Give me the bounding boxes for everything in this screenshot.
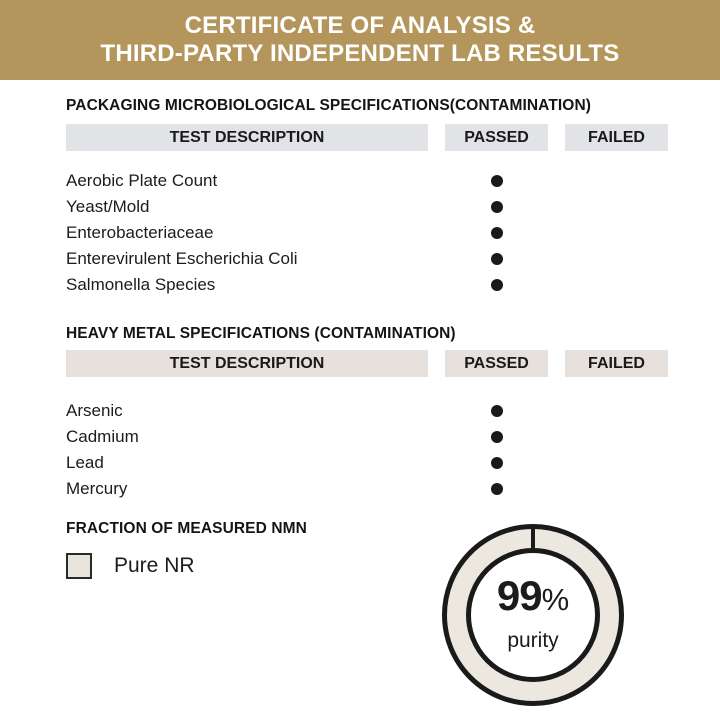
table-header-row bbox=[66, 124, 668, 151]
failed-cell bbox=[565, 227, 668, 239]
test-description: Lead bbox=[66, 453, 104, 472]
test-description: Arsenic bbox=[66, 401, 123, 420]
microbiological-table bbox=[66, 124, 668, 298]
failed-cell bbox=[565, 279, 668, 291]
section-title-heavy-metal: HEAVY METAL SPECIFICATIONS (CONTAMINATION) bbox=[66, 325, 456, 342]
table-row bbox=[66, 168, 668, 194]
passed-dot-icon bbox=[491, 431, 503, 443]
passed-dot-icon bbox=[491, 405, 503, 417]
heavy-metal-table bbox=[66, 350, 668, 502]
table-header-row bbox=[66, 350, 668, 377]
passed-dot-icon bbox=[491, 457, 503, 469]
purity-percentage bbox=[441, 574, 625, 628]
passed-dot-icon bbox=[491, 227, 503, 239]
passed-dot-icon bbox=[491, 483, 503, 495]
passed-dot-icon bbox=[491, 201, 503, 213]
test-description: Salmonella Species bbox=[66, 275, 216, 294]
section-title-microbiological: PACKAGING MICROBIOLOGICAL SPECIFICATIONS(CONTAMINATION) bbox=[66, 97, 592, 114]
purity-caption: purity bbox=[507, 629, 559, 652]
table-row bbox=[66, 424, 668, 450]
passed-cell bbox=[445, 431, 548, 443]
table-row bbox=[66, 246, 668, 272]
column-header-test-description: TEST DESCRIPTION bbox=[66, 350, 428, 377]
passed-cell bbox=[445, 279, 548, 291]
failed-cell bbox=[565, 431, 668, 443]
test-description: Aerobic Plate Count bbox=[66, 171, 218, 190]
test-description: Mercury bbox=[66, 479, 128, 498]
passed-dot-icon bbox=[491, 279, 503, 291]
failed-cell bbox=[565, 483, 668, 495]
section-title-fraction-nmn: FRACTION OF MEASURED NMN bbox=[66, 520, 307, 537]
failed-cell bbox=[565, 405, 668, 417]
table-row bbox=[66, 476, 668, 502]
table-row bbox=[66, 194, 668, 220]
passed-dot-icon bbox=[491, 175, 503, 187]
passed-cell bbox=[445, 175, 548, 187]
purity-value: 99 bbox=[496, 572, 542, 619]
legend-label: Pure NR bbox=[114, 554, 195, 577]
column-header-passed: PASSED bbox=[445, 350, 548, 377]
failed-cell bbox=[565, 175, 668, 187]
failed-cell bbox=[565, 457, 668, 469]
test-description: Enterobacteriaceae bbox=[66, 223, 214, 242]
table-row bbox=[66, 398, 668, 424]
legend bbox=[66, 553, 195, 579]
legend-swatch bbox=[66, 553, 92, 579]
passed-cell bbox=[445, 457, 548, 469]
column-header-failed: FAILED bbox=[565, 124, 668, 151]
table-body bbox=[66, 168, 668, 298]
column-header-passed: PASSED bbox=[445, 124, 548, 151]
banner bbox=[0, 0, 720, 80]
passed-cell bbox=[445, 201, 548, 213]
passed-cell bbox=[445, 227, 548, 239]
test-description: Enterevirulent Escherichia Coli bbox=[66, 249, 298, 268]
percent-sign: % bbox=[541, 582, 570, 617]
donut-center-text bbox=[441, 574, 625, 653]
banner-title-line1: CERTIFICATE OF ANALYSIS & bbox=[184, 12, 536, 39]
test-description: Yeast/Mold bbox=[66, 197, 150, 216]
failed-cell bbox=[565, 201, 668, 213]
passed-dot-icon bbox=[491, 253, 503, 265]
column-header-failed: FAILED bbox=[565, 350, 668, 377]
column-header-test-description: TEST DESCRIPTION bbox=[66, 124, 428, 151]
test-description: Cadmium bbox=[66, 427, 139, 446]
passed-cell bbox=[445, 483, 548, 495]
passed-cell bbox=[445, 405, 548, 417]
passed-cell bbox=[445, 253, 548, 265]
table-body bbox=[66, 398, 668, 502]
table-row bbox=[66, 450, 668, 476]
failed-cell bbox=[565, 253, 668, 265]
banner-title-line2: THIRD-PARTY INDEPENDENT LAB RESULTS bbox=[100, 40, 620, 67]
table-row bbox=[66, 272, 668, 298]
table-row bbox=[66, 220, 668, 246]
